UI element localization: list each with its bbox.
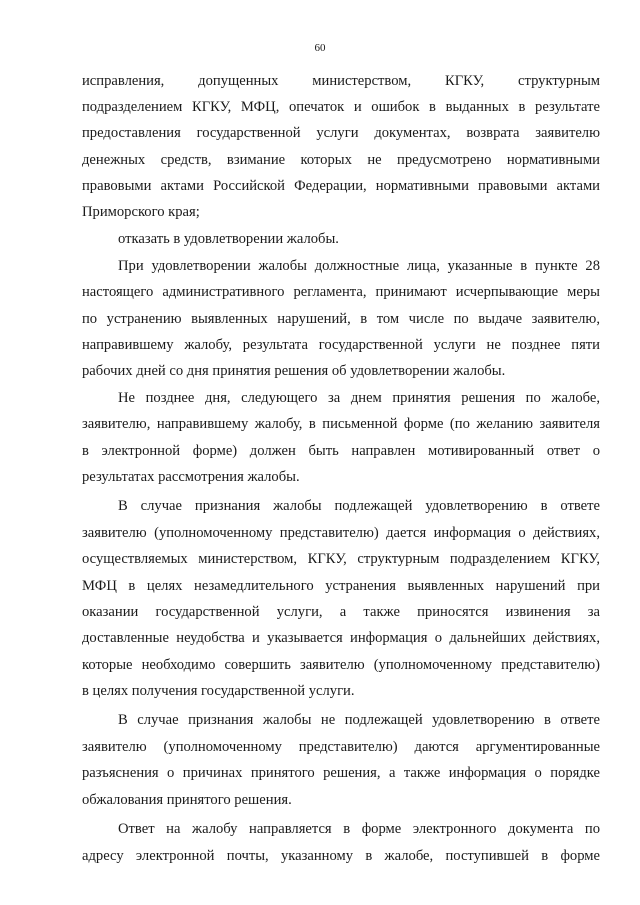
- text-line: в электронной форме) должен быть направлен мотивированный ответ о: [82, 443, 600, 459]
- text-line: результатах рассмотрения жалобы.: [82, 469, 300, 485]
- text-line: заявителю, направившему жалобу, в письменной форме (по желанию заявителя: [82, 416, 600, 432]
- text-line: в целях получения государственной услуги.: [82, 683, 355, 699]
- text-line: При удовлетворении жалобы должностные лица, указанные в пункте 28: [118, 258, 600, 274]
- text-line: денежных средств, взимание которых не предусмотрено нормативными: [82, 152, 600, 168]
- text-line: В случае признания жалобы не подлежащей удовлетворению в ответе: [118, 712, 600, 728]
- text-line: настоящего административного регламента, принимают исчерпывающие меры: [82, 284, 600, 300]
- text-line: Ответ на жалобу направляется в форме электронного документа по: [118, 821, 600, 837]
- text-line: отказать в удовлетворении жалобы.: [118, 231, 339, 247]
- text-line: обжалования принятого решения.: [82, 792, 292, 808]
- text-line: доставленные неудобства и указывается информация о дальнейших действиях,: [82, 630, 600, 646]
- text-line: В случае признания жалобы подлежащей удовлетворению в ответе: [118, 498, 600, 514]
- text-line: Не позднее дня, следующего за днем принятия решения по жалобе,: [118, 390, 600, 406]
- text-line: рабочих дней со дня принятия решения об удовлетворении жалобы.: [82, 363, 506, 379]
- page-number: 60: [314, 42, 326, 54]
- text-line: подразделением КГКУ, МФЦ, опечаток и ошибок в выданных в результате: [82, 99, 600, 115]
- text-line: исправления, допущенных министерством, КГКУ, структурным: [82, 73, 600, 89]
- text-line: МФЦ в целях незамедлительного устранения выявленных нарушений при: [82, 578, 600, 594]
- text-line: заявителю (уполномоченному представителю) даются аргументированные: [82, 739, 600, 755]
- text-line: Приморского края;: [82, 204, 200, 220]
- text-line: адресу электронной почты, указанному в жалобе, поступившей в форме: [82, 848, 600, 864]
- text-line: направившему жалобу, результата государственной услуги не позднее пяти: [82, 337, 600, 353]
- text-line: осуществляемых министерством, КГКУ, структурным подразделением КГКУ,: [82, 551, 600, 567]
- text-line: оказании государственной услуги, а также приносятся извинения за: [82, 604, 600, 620]
- text-line: по устранению выявленных нарушений, в том числе по выдаче заявителю,: [82, 311, 600, 327]
- text-line: правовыми актами Российской Федерации, нормативными правовыми актами: [82, 178, 600, 194]
- text-line: разъяснения о причинах принятого решения, а также информация о порядке: [82, 765, 600, 781]
- text-line: которые необходимо совершить заявителю (уполномоченному представителю): [82, 657, 600, 673]
- text-line: заявителю (уполномоченному представителю) дается информация о действиях,: [82, 525, 600, 541]
- text-line: предоставления государственной услуги документах, возврата заявителю: [82, 125, 600, 141]
